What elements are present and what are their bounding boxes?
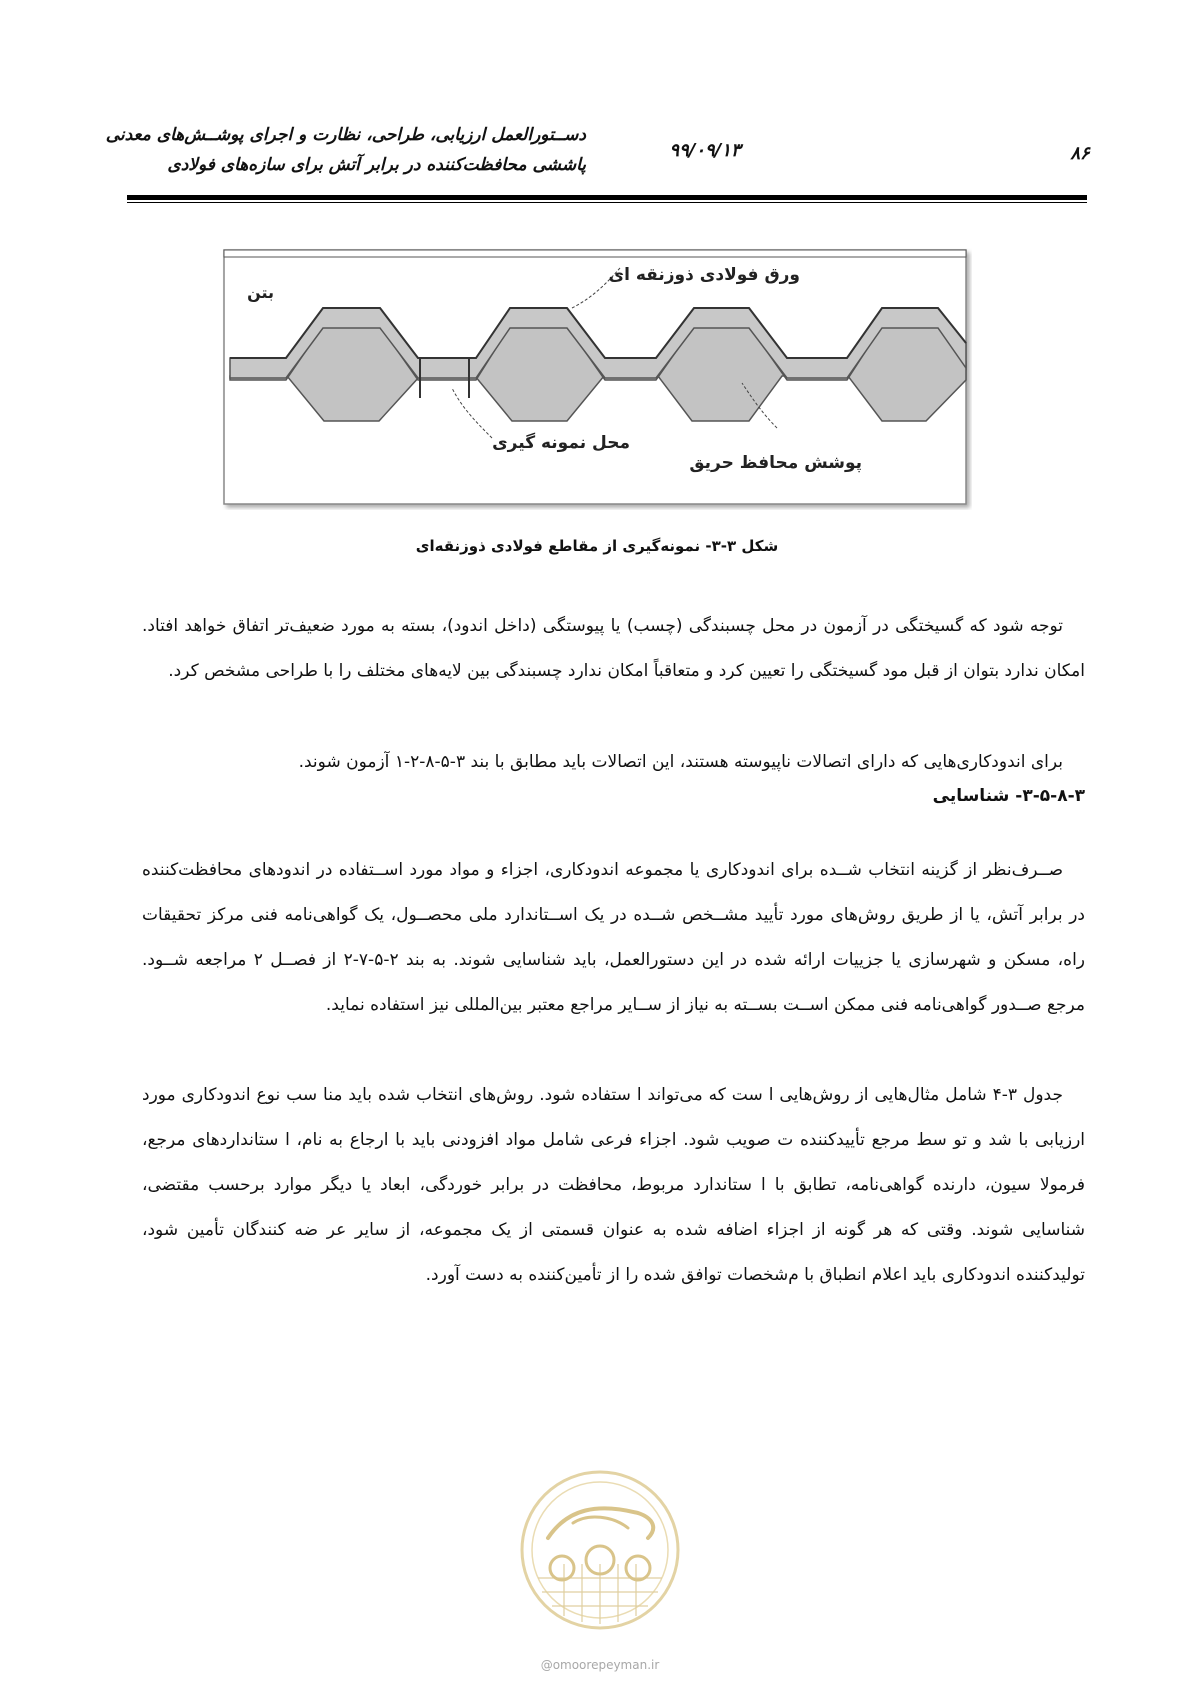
label-sampling: محل نمونه گیری (492, 433, 630, 453)
watermark-seal (518, 1468, 682, 1632)
label-steel-sheet: ورق فولادی ذوزنقه ای (608, 265, 800, 285)
figure-diagram (222, 248, 972, 510)
header-title-line2: پاششی محافظت‌کننده در برابر آتش برای سازه‌های فولادی (167, 155, 586, 175)
paragraph-1: توجه شود که گسیختگی در آزمون در محل چسبندگی (چسب) یا پیوستگی (داخل اندود)، بسته به مورد ضعیف‌تر اتفاق خواهد افتاد. امکان ندارد بتوان از قبل مود گسیختگی را تعیین کرد و متعاقباً امکان ندارد چسبندگی بین لایه‌های مختلف را با طراحی مشخص کرد. (142, 616, 1085, 681)
header-rule-thin (127, 202, 1087, 203)
label-fire-coating: پوشش محافظ حریق (689, 453, 862, 473)
header-date: ۹۹/۰۹/۱۳ (669, 140, 741, 161)
figure-trapezoidal-deck (222, 248, 972, 510)
section-heading: ۳-۵-۸-۳- شناسایی (932, 786, 1085, 806)
paragraph-4: جدول ۳-۴ شامل مثال‌هایی از روش‌هایی ا ست که می‌تواند ا ستفاده شود. روش‌های انتخاب شده باید منا سب نوع اندودکاری مورد ارزیابی با شد و تو سط مرجع تأییدکننده ت صویب شود. اجزاء فرعی شامل مواد افزودنی باید با ارجاع به نام، ا ستانداردهای مرجع، فرمولا سیون، دارنده گواهی‌نامه، تطابق با ا ستاندارد مربوط، محافظت در برابر خوردگی، ابعاد یا دیگر موارد برحسب مقتضی، شناسایی شوند. وقتی که هر گونه از اجزاء اضافه شده به عنوان قسمتی از یک مجموعه، از سایر عر ضه کنندگان تأمین شود، تولیدکننده اندودکاری باید اعلام انطباق با م‌شخصات توافق شده را از تأمین‌کننده به دست آورد. (142, 1085, 1085, 1285)
watermark-caption: @omoorepeyman.ir (540, 1658, 660, 1672)
figure-caption: شکل ۳-۳- نمونه‌گیری از مقاطع فولادی ذوزنقه‌ای (415, 537, 779, 555)
label-concrete: بتن (247, 283, 274, 302)
paragraph-2: برای اندودکاری‌هایی که دارای اتصالات ناپیوسته هستند، این اتصالات باید مطابق با بند ۳-۵-۸-۲-۱ آزمون شوند. (298, 752, 1063, 772)
page-number: ۸۶ (1070, 143, 1090, 164)
header-title-line1: دســتورالعمل ارزیابی، طراحی، نظارت و اجرای پوشــش‌های معدنی (105, 125, 586, 145)
paragraph-3: صــرف‌نظر از گزینه انتخاب شــده برای اندودکاری یا مجموعه اندودکاری، اجزاء و مواد مورد اســتفاده در اندودهای محافظت‌کننده در برابر آتش، یا از طریق روش‌های مورد تأیید مشــخص شــده در یک اســتاندارد ملی محصــول، یک گواهی‌نامه فنی مرکز تحقیقات راه، مسکن و شهرسازی یا جزییات ارائه شده در این دستورالعمل، باید شناسایی شوند. به بند ۲-۵-۷-۲ از فصــل ۲ مراجعه شــود. مرجع صــدور گواهی‌نامه فنی ممکن اســت بســته به نیاز از ســایر مراجع معتبر بین‌المللی نیز استفاده نماید. (142, 860, 1085, 1015)
watermark-logo (518, 1468, 682, 1632)
header-rule-thick (127, 195, 1087, 200)
figure-top-edge (224, 250, 966, 257)
